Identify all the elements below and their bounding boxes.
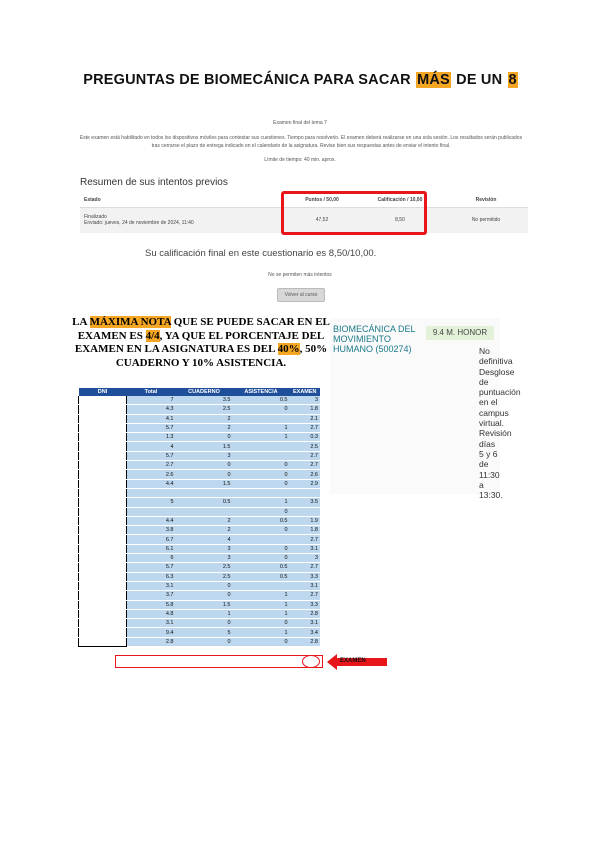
- max-grade-note: [72, 316, 330, 370]
- grade-row: [79, 544, 321, 553]
- dni-cell: [79, 488, 127, 497]
- grade-row: [79, 488, 321, 497]
- attempts-summary-title: Resumen de sus intentos previos: [80, 177, 228, 188]
- asistencia-cell: 0: [233, 507, 290, 516]
- dni-cell: [79, 433, 127, 442]
- total-cell: 5.7: [127, 563, 176, 572]
- attempt-state-label: Finalizado: [84, 214, 107, 221]
- dni-cell: [79, 572, 127, 581]
- total-cell: 4.4: [127, 479, 176, 488]
- total-cell: 6.7: [127, 535, 176, 544]
- asistencia-cell: 0: [233, 619, 290, 628]
- grade-row: [79, 600, 321, 609]
- total-cell: 1.3: [127, 433, 176, 442]
- examen-cell: 2.8: [290, 637, 321, 646]
- asistencia-cell: 1: [233, 498, 290, 507]
- examen-cell: 2.6: [290, 470, 321, 479]
- highlight-circle-exam: [302, 655, 320, 668]
- back-to-course-button[interactable]: Volver al curso: [277, 288, 325, 302]
- cuaderno-cell: [176, 488, 233, 497]
- asistencia-cell: 1: [233, 628, 290, 637]
- asistencia-cell: [233, 535, 290, 544]
- examen-cell: 2.7: [290, 423, 321, 432]
- cuaderno-cell: 1.5: [176, 479, 233, 488]
- examen-cell: 2.7: [290, 451, 321, 460]
- total-cell: 5.7: [127, 451, 176, 460]
- col-total: Total: [127, 388, 176, 396]
- cuaderno-cell: 1.5: [176, 600, 233, 609]
- dni-cell: [79, 498, 127, 507]
- asistencia-cell: 1: [233, 600, 290, 609]
- examen-cell: 2.7: [290, 461, 321, 470]
- examen-cell: 1.8: [290, 405, 321, 414]
- examen-cell: 3.3: [290, 572, 321, 581]
- title-text: PREGUNTAS DE BIOMECÁNICA PARA SACAR: [83, 72, 416, 88]
- no-more-attempts: No se permiten más intentos: [268, 272, 332, 278]
- dni-cell: [79, 470, 127, 479]
- examen-cell: 3.4: [290, 628, 321, 637]
- dni-cell: [79, 628, 127, 637]
- page-title: [0, 72, 600, 88]
- col-examen: EXAMEN: [290, 388, 321, 396]
- asistencia-cell: [233, 488, 290, 497]
- asistencia-cell: 0: [233, 554, 290, 563]
- dni-cell: [79, 516, 127, 525]
- asistencia-cell: 0: [233, 544, 290, 553]
- examen-cell: 3.1: [290, 581, 321, 590]
- total-cell: 5.8: [127, 600, 176, 609]
- cuaderno-cell: 2: [176, 526, 233, 535]
- total-cell: 4.4: [127, 516, 176, 525]
- cuaderno-cell: 0: [176, 433, 233, 442]
- attempt-state: [80, 207, 288, 233]
- cuaderno-cell: 0: [176, 461, 233, 470]
- dni-cell: [79, 396, 127, 405]
- examen-cell: 2.9: [290, 479, 321, 488]
- total-cell: 5: [127, 498, 176, 507]
- highlight-box-grades: [281, 191, 427, 235]
- attempt-submitted: Enviado: jueves, 24 de noviembre de 2024, 11:40: [84, 220, 194, 227]
- grade-row: [79, 461, 321, 470]
- note-highlight-40: 40%: [277, 343, 300, 355]
- total-cell: 2.8: [127, 637, 176, 646]
- examen-cell: 2.7: [290, 563, 321, 572]
- grade-row: [79, 563, 321, 572]
- total-cell: 7: [127, 396, 176, 405]
- examen-cell: 2.5: [290, 442, 321, 451]
- title-highlight-mas: MÁS: [417, 72, 450, 88]
- col-cuaderno: CUADERNO: [176, 388, 233, 396]
- note-text-1: LA: [72, 316, 90, 328]
- course-name-link[interactable]: BIOMECÁNICA DEL MOVIMIENTO HUMANO (500274): [333, 324, 416, 354]
- dni-cell: [79, 619, 127, 628]
- cuaderno-cell: 0: [176, 637, 233, 646]
- grade-row: [79, 433, 321, 442]
- grade-row: [79, 516, 321, 525]
- examen-cell: 2.8: [290, 609, 321, 618]
- examen-cell: 3.1: [290, 544, 321, 553]
- asistencia-cell: 0.5: [233, 572, 290, 581]
- grade-row: [79, 526, 321, 535]
- dni-cell: [79, 600, 127, 609]
- asistencia-cell: 0.5: [233, 563, 290, 572]
- final-grade-text: Su calificación final en este cuestionario es 8,50/10,00.: [145, 248, 377, 259]
- asistencia-cell: 1: [233, 423, 290, 432]
- grade-badge: 9.4 M. HONOR: [426, 326, 494, 340]
- total-cell: 3.1: [127, 581, 176, 590]
- asistencia-cell: 1: [233, 591, 290, 600]
- cuaderno-cell: 3: [176, 451, 233, 460]
- col-asistencia: ASISTENCIA: [233, 388, 290, 396]
- asistencia-cell: 0: [233, 479, 290, 488]
- note-text-2: QUE SE PUEDE SACAR EN EL EXAMEN ES: [77, 316, 330, 342]
- dni-cell: [79, 591, 127, 600]
- examen-cell: 1.9: [290, 516, 321, 525]
- asistencia-cell: 1: [233, 433, 290, 442]
- asistencia-cell: 0: [233, 526, 290, 535]
- asistencia-cell: [233, 581, 290, 590]
- grade-row: [79, 581, 321, 590]
- cuaderno-cell: 0: [176, 581, 233, 590]
- dni-cell: [79, 414, 127, 423]
- cuaderno-cell: 2: [176, 516, 233, 525]
- dni-cell: [79, 405, 127, 414]
- cuaderno-cell: 0: [176, 470, 233, 479]
- grade-row: [79, 619, 321, 628]
- total-cell: 4.3: [127, 405, 176, 414]
- grade-row: [79, 451, 321, 460]
- cuaderno-cell: [176, 507, 233, 516]
- cuaderno-cell: 2: [176, 414, 233, 423]
- dni-cell: [79, 423, 127, 432]
- cuaderno-cell: 0: [176, 619, 233, 628]
- cuaderno-cell: 4: [176, 535, 233, 544]
- asistencia-cell: 0: [233, 461, 290, 470]
- examen-cell: 2.7: [290, 591, 321, 600]
- asistencia-cell: [233, 442, 290, 451]
- total-cell: 6.1: [127, 544, 176, 553]
- cuaderno-cell: 3.5: [176, 396, 233, 405]
- dni-cell: [79, 554, 127, 563]
- attempt-grade: 8,50: [395, 217, 405, 224]
- quiz-instructions: Este examen está habilitado en todos los dispositivos móviles para contestar sus cuestiones. Tiempo para resolverlo. El examen deberá realizarse en una sola sesión. Los resultados serán publicados tras cerrarse el plazo de entrega indicado en el calendario de la asignatura. Revise bien sus respuestas antes de enviar el intento final.: [79, 135, 523, 149]
- total-cell: 2.7: [127, 461, 176, 470]
- grade-row: [79, 554, 321, 563]
- cuaderno-cell: 1: [176, 609, 233, 618]
- dni-cell: [79, 544, 127, 553]
- total-cell: [127, 488, 176, 497]
- attempt-review: No permitido: [471, 217, 501, 224]
- grade-row: [79, 414, 321, 423]
- total-cell: 5.7: [127, 423, 176, 432]
- grade-row: [79, 479, 321, 488]
- total-cell: 4.1: [127, 414, 176, 423]
- examen-cell: 3: [290, 554, 321, 563]
- total-cell: 2.6: [127, 470, 176, 479]
- dni-cell: [79, 535, 127, 544]
- note-highlight-4of4: 4/4: [145, 329, 160, 342]
- grade-row: [79, 470, 321, 479]
- note-text-3: , YA QUE EL PORCENTAJE DEL EXAMEN EN LA ASIGNATURA ES DEL: [74, 329, 325, 355]
- examen-cell: 2.7: [290, 535, 321, 544]
- total-cell: [127, 507, 176, 516]
- examen-cell: 3.1: [290, 619, 321, 628]
- dni-cell: [79, 637, 127, 646]
- grade-note: No definitiva Desglose de puntuación en el campus virtual. Revisión días 5 y 6 de 11:30 a 13:30.: [479, 346, 521, 501]
- attempt-points: 47,52: [315, 217, 329, 224]
- examen-cell: [290, 488, 321, 497]
- cuaderno-cell: 0: [176, 591, 233, 600]
- dni-cell: [79, 442, 127, 451]
- examen-cell: 3.5: [290, 498, 321, 507]
- grade-row: [79, 609, 321, 618]
- grade-row: [79, 535, 321, 544]
- total-cell: 9.4: [127, 628, 176, 637]
- examen-cell: 3.3: [290, 600, 321, 609]
- total-cell: 3.7: [127, 591, 176, 600]
- examen-cell: 1.8: [290, 526, 321, 535]
- dni-cell: [79, 581, 127, 590]
- title-text-middle: DE UN: [451, 72, 507, 88]
- dni-cell: [79, 451, 127, 460]
- cuaderno-cell: 3: [176, 554, 233, 563]
- asistencia-cell: 0.5: [233, 396, 290, 405]
- grade-row: [79, 423, 321, 432]
- dni-cell: [79, 507, 127, 516]
- examen-cell: [290, 507, 321, 516]
- cuaderno-cell: 2.5: [176, 572, 233, 581]
- col-state: Estado: [80, 193, 288, 207]
- asistencia-cell: [233, 451, 290, 460]
- grades-table: [78, 388, 320, 647]
- asistencia-cell: 0: [233, 637, 290, 646]
- quiz-name: Examen final del tema 7: [273, 120, 327, 126]
- cuaderno-cell: 5: [176, 628, 233, 637]
- cuaderno-cell: 1.5: [176, 442, 233, 451]
- total-cell: 6: [127, 554, 176, 563]
- title-highlight-8: 8: [508, 72, 517, 88]
- time-limit: Límite de tiempo: 40 min. aprox.: [264, 157, 336, 163]
- total-cell: 4.8: [127, 609, 176, 618]
- cuaderno-cell: 2.5: [176, 563, 233, 572]
- grade-row: [79, 637, 321, 646]
- cuaderno-cell: 2: [176, 423, 233, 432]
- grade-row: [79, 442, 321, 451]
- dni-cell: [79, 461, 127, 470]
- asistencia-cell: 0: [233, 470, 290, 479]
- dni-cell: [79, 563, 127, 572]
- grade-row: [79, 628, 321, 637]
- total-cell: 4: [127, 442, 176, 451]
- examen-cell: 0.3: [290, 433, 321, 442]
- total-cell: 6.3: [127, 572, 176, 581]
- grade-row: [79, 405, 321, 414]
- examen-cell: 2.1: [290, 414, 321, 423]
- col-points: Puntos / 50,00: [288, 193, 356, 207]
- grade-row: [79, 572, 321, 581]
- total-cell: 3.8: [127, 526, 176, 535]
- total-cell: 3.1: [127, 619, 176, 628]
- cuaderno-cell: 3: [176, 544, 233, 553]
- grade-row: [79, 507, 321, 516]
- grade-row: [79, 591, 321, 600]
- cuaderno-cell: 0.5: [176, 498, 233, 507]
- col-grade: Calificación / 10,00: [356, 193, 444, 207]
- grade-row: [79, 396, 321, 405]
- asistencia-cell: 0.5: [233, 516, 290, 525]
- col-dni: DNI: [79, 388, 127, 396]
- grade-row: [79, 498, 321, 507]
- asistencia-cell: 0: [233, 405, 290, 414]
- cuaderno-cell: 2.5: [176, 405, 233, 414]
- asistencia-cell: [233, 414, 290, 423]
- asistencia-cell: 1: [233, 609, 290, 618]
- highlight-box-row: [115, 655, 323, 668]
- dni-cell: [79, 479, 127, 488]
- note-text-4: , 50% CUADERNO Y 10% ASISTENCIA.: [115, 343, 328, 369]
- exam-annotation-label: EXAMEN: [340, 658, 366, 664]
- col-review: Revisión: [444, 193, 528, 207]
- dni-cell: [79, 609, 127, 618]
- note-highlight-max: MÁXIMA NOTA: [89, 316, 171, 328]
- dni-cell: [79, 526, 127, 535]
- examen-cell: 3: [290, 396, 321, 405]
